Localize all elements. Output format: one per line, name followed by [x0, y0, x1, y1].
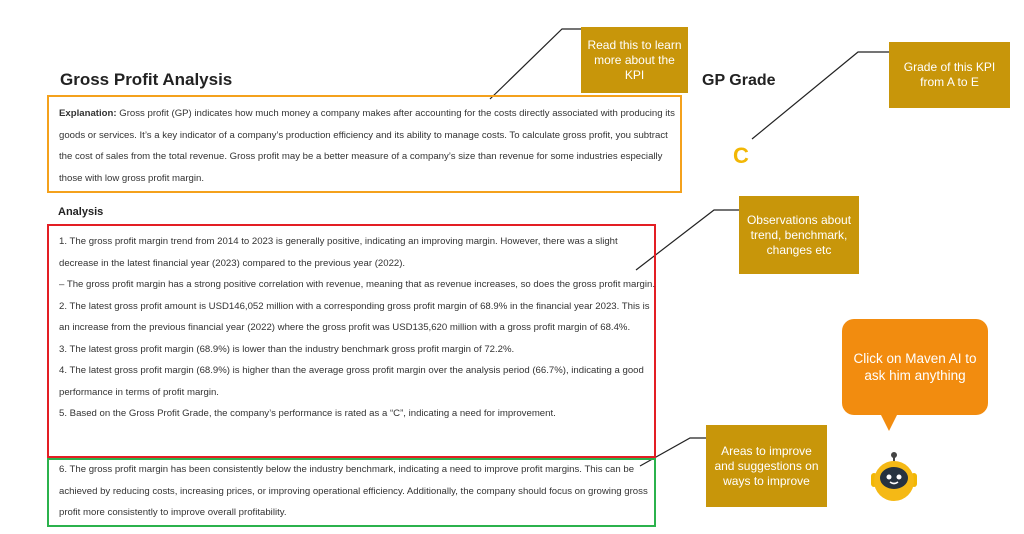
- kpi-callout: Read this to learn more about the KPI: [581, 27, 688, 93]
- analysis-item: 3. The latest gross profit margin (68.9%) is lower than the industry benchmark gross profit margin of 72.2%.: [59, 343, 515, 355]
- grade-value: C: [733, 143, 749, 168]
- observations-callout: Observations about trend, benchmark, changes etc: [739, 196, 859, 274]
- explanation-label: Explanation:: [59, 108, 117, 119]
- maven-speech-bubble: Click on Maven AI to ask him anything: [842, 319, 988, 415]
- analysis-item: 2. The latest gross profit amount is USD146,052 million with a corresponding gross profit margin of 68.9% in the financial year 2023. This is an increase from the previous financial year (2022) where the gross profit was USD135,620 million with a gross profit margin of 68.4%.: [59, 300, 650, 333]
- analysis-item: 5. Based on the Gross Profit Grade, the company’s performance is rated as a “C”, indicating a need for improvement.: [59, 408, 556, 419]
- analysis-heading: Analysis: [58, 206, 104, 218]
- maven-bubble-tail: [880, 413, 898, 431]
- page-title: Gross Profit Analysis: [60, 70, 233, 89]
- kpi-connector-line: [490, 29, 581, 99]
- explanation-text: [59, 103, 679, 189]
- analysis-item: 1. The gross profit margin trend from 2014 to 2023 is generally positive, indicating an improving margin. However, there was a slight decrease in the latest financial year (2023) compared to the previous year (2022).: [59, 236, 618, 269]
- grade-connector-line: [752, 52, 889, 139]
- improve-callout: Areas to improve and suggestions on ways to improve: [706, 425, 827, 507]
- analysis-list: [59, 231, 655, 425]
- analysis-item: – The gross profit margin has a strong positive correlation with revenue, meaning that as revenue increases, so does the gross profit margin.: [59, 279, 656, 290]
- analysis-item: 4. The latest gross profit margin (68.9%) is higher than the average gross profit margin over the analysis period (66.7%), indicating a good performance in terms of profit margin.: [59, 365, 644, 398]
- explanation-body: Gross profit (GP) indicates how much money a company makes after accounting for the costs directly associated with producing its goods or services. It’s a key indicator of a company’s production efficiency and its ability to manage costs. To calculate gross profit, you subtract the cost of sales from the total revenue. Gross profit may be a better measure of a company’s size than revenue for some industries especially those with low gross profit margin.: [59, 108, 675, 184]
- grade-callout: Grade of this KPI from A to E: [889, 42, 1010, 108]
- robot-icon[interactable]: [869, 451, 919, 503]
- improvement-text: 6. The gross profit margin has been consistently below the industry benchmark, indicating a need to improve profit margins. This can be achieved by reducing costs, increasing prices, or improving operational efficiency. Additionally, the company should focus on growing gross profit more consistently to improve overall profitability.: [59, 464, 648, 518]
- grade-title: GP Grade: [702, 72, 776, 89]
